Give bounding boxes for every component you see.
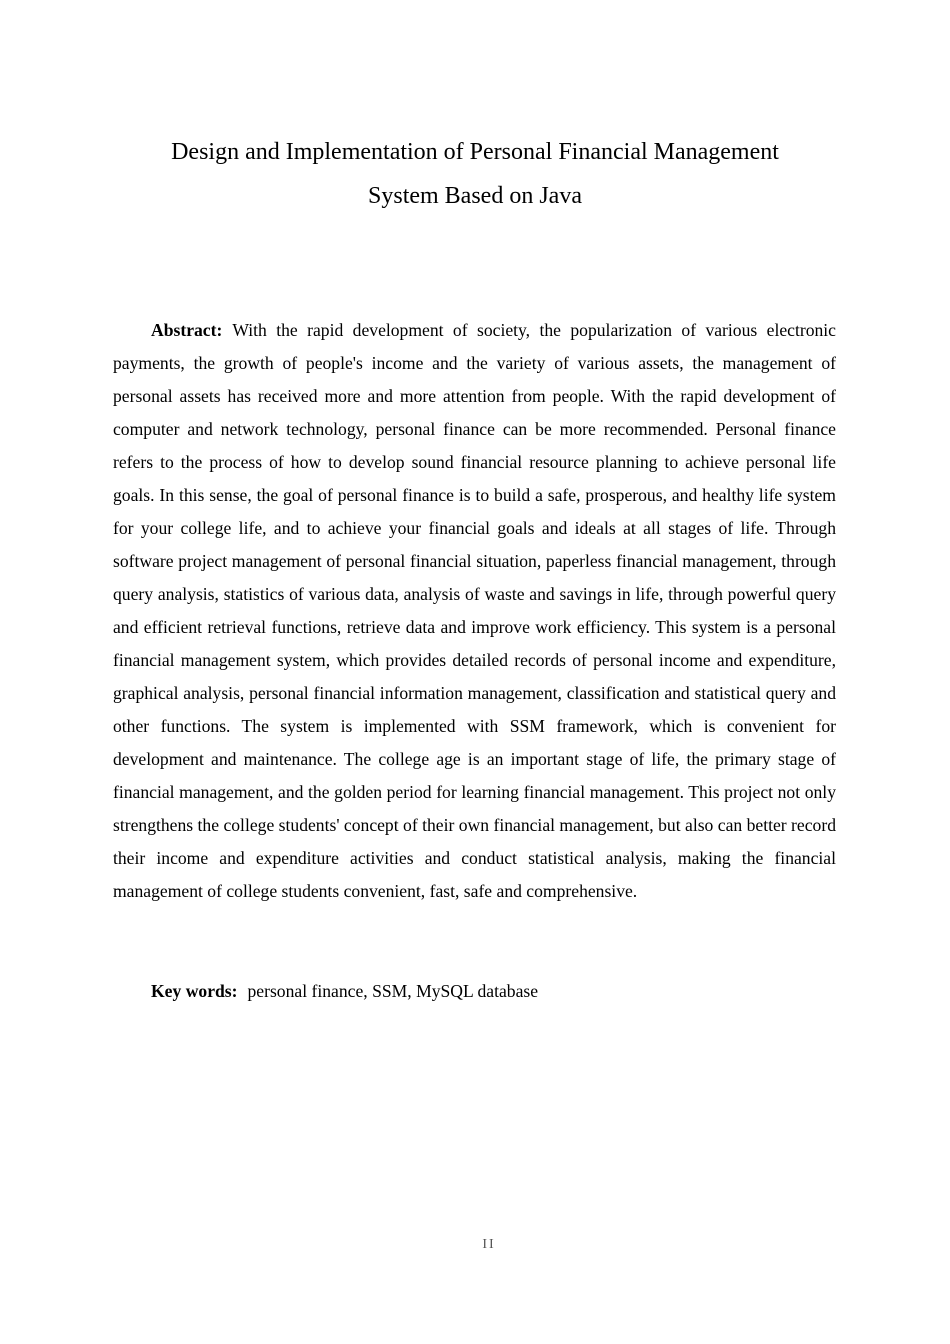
paper-title-line-1: Design and Implementation of Personal Financial Management <box>171 139 779 165</box>
abstract-label: Abstract: <box>151 320 223 340</box>
paper-title-line-2: System Based on Java <box>368 183 582 209</box>
paper-title <box>113 130 837 218</box>
keywords-paragraph <box>113 975 836 1008</box>
page-number: II <box>482 1237 496 1252</box>
keywords-label: Key words: <box>151 981 238 1001</box>
abstract-text: With the rapid development of society, the popularization of various electronic payments, the growth of people's income and the variety of various assets, the management of personal assets has received more and more attention from people. With the rapid development of computer and network technology, personal finance can be more recommended. Personal finance refers to the process of how to develop sound financial resource planning to achieve personal life goals. In this sense, the goal of personal finance is to build a safe, prosperous, and healthy life system for your college life, and to achieve your financial goals and ideals at all stages of life. Through software project management of personal financial situation, paperless financial management, through query analysis, statistics of various data, analysis of waste and savings in life, through powerful query and efficient retrieval functions, retrieve data and improve work efficiency. This system is a personal financial management system, which provides detailed records of personal income and expenditure, graphical analysis, personal financial information management, classification and statistical query and other functions. The system is implemented with SSM framework, which is convenient for development and maintenance. The college age is an important stage of life, the primary stage of financial management, and the golden period for learning financial management. This project not only strengthens the college students' concept of their own financial management, but also can better record their income and expenditure activities and conduct statistical analysis, making the financial management of college students convenient, fast, safe and comprehensive. <box>113 320 836 901</box>
keywords-text: personal finance, SSM, MySQL database <box>247 981 539 1001</box>
abstract-paragraph <box>113 314 836 908</box>
